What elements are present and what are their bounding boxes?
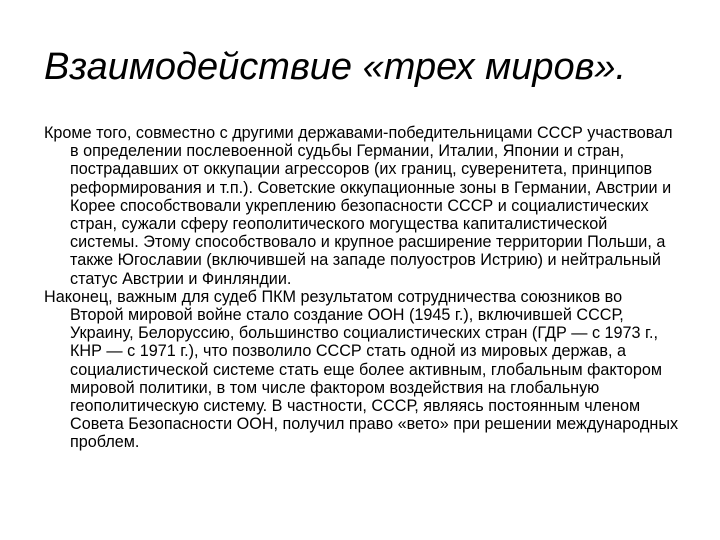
paragraph-un-creation: Наконец, важным для судеб ПКМ результатом сотрудничества союзников во Второй мировой войне стало создание ООН (1945 г.), включившей СССР, Украину, Белоруссию, большинство социалистических стран (ГДР — с 1973 г., КНР — с 1971 г.), что позволило СССР стать одной из мировых держав, а социалистической системе стать еще более активным, глобальным фактором мировой политики, в том числе фактором воздействия на глобальную геополитическую систему. В частности, СССР, являясь постоянным членом Совета Безопасности ООН, получил право «вето» при решении международных проблем. <box>44 287 679 452</box>
slide-body <box>44 124 680 452</box>
paragraph-allied-postwar-settlement: Кроме того, совместно с другими державами-победительницами СССР участвовал в определении послевоенной судьбы Германии, Италии, Японии и стран, пострадавших от оккупации агрессоров (их границ, суверенитета, принципов реформирования и т.п.). Советские оккупационные зоны в Германии, Австрии и Корее способствовали укреплению безопасности СССР и социалистических стран, сужали сферу геополитического могущества капиталистической системы. Этому способствовало и крупное расширение территории Польши, а также Югославии (включившей на западе полуостров Истрию) и нейтральный статус Австрии и Финляндии. <box>44 124 673 288</box>
slide-title: Взаимодействие «трех миров». <box>44 46 627 88</box>
